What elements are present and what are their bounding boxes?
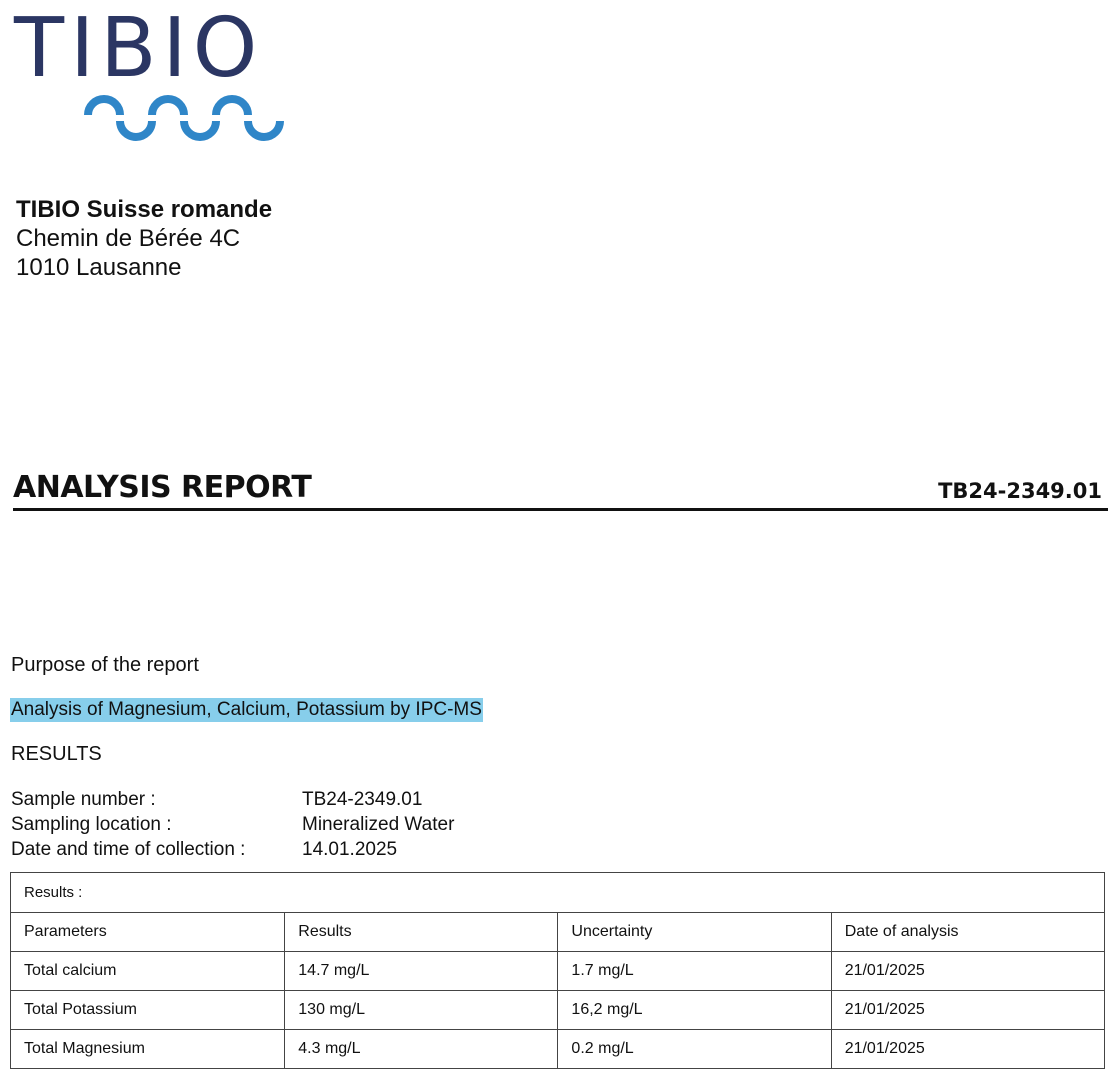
cell-uncertainty: 1.7 mg/L xyxy=(558,952,831,991)
cell-date: 21/01/2025 xyxy=(831,991,1104,1030)
table-row xyxy=(11,1030,1105,1069)
table-row xyxy=(11,991,1105,1030)
purpose-label: Purpose of the report xyxy=(11,654,199,676)
header-parameters: Parameters xyxy=(11,913,285,952)
title-divider xyxy=(13,508,1108,511)
cell-uncertainty: 0.2 mg/L xyxy=(558,1030,831,1069)
cell-parameter: Total Magnesium xyxy=(11,1030,285,1069)
header-results: Results xyxy=(285,913,558,952)
table-caption: Results : xyxy=(11,873,1105,913)
cell-parameter: Total calcium xyxy=(11,952,285,991)
collection-date-row xyxy=(11,837,454,862)
collection-date-label: Date and time of collection : xyxy=(11,839,246,860)
cell-date: 21/01/2025 xyxy=(831,1030,1104,1069)
cell-date: 21/01/2025 xyxy=(831,952,1104,991)
report-title: ANALYSIS REPORT xyxy=(13,470,312,505)
tibio-logo xyxy=(14,1,276,148)
sampling-location-value: Mineralized Water xyxy=(302,814,455,835)
table-caption-row xyxy=(11,873,1105,913)
organization-name: TIBIO Suisse romande xyxy=(16,196,273,223)
sample-number-row xyxy=(11,787,454,812)
sample-number-label: Sample number : xyxy=(11,789,156,810)
report-id: TB24-2349.01 xyxy=(938,479,1102,503)
header-date-of-analysis: Date of analysis xyxy=(831,913,1104,952)
sample-number-value: TB24-2349.01 xyxy=(302,789,423,810)
city-address: 1010 Lausanne xyxy=(16,254,182,281)
cell-parameter: Total Potassium xyxy=(11,991,285,1030)
collection-date-value: 14.01.2025 xyxy=(302,839,398,860)
sample-info xyxy=(11,787,454,862)
address-block xyxy=(16,195,272,282)
results-table xyxy=(10,872,1105,1069)
wave-logo-icon xyxy=(84,93,284,155)
sampling-location-row xyxy=(11,812,454,837)
results-heading: RESULTS xyxy=(11,743,102,765)
logo-wordmark: TIBIO xyxy=(14,1,264,96)
purpose-text: Analysis of Magnesium, Calcium, Potassium by IPC-MS xyxy=(11,699,482,720)
cell-uncertainty: 16,2 mg/L xyxy=(558,991,831,1030)
table-header-row xyxy=(11,913,1105,952)
street-address: Chemin de Bérée 4C xyxy=(16,225,241,252)
cell-result: 14.7 mg/L xyxy=(285,952,558,991)
sampling-location-label: Sampling location : xyxy=(11,814,172,835)
cell-result: 130 mg/L xyxy=(285,991,558,1030)
header-uncertainty: Uncertainty xyxy=(558,913,831,952)
table-row xyxy=(11,952,1105,991)
cell-result: 4.3 mg/L xyxy=(285,1030,558,1069)
